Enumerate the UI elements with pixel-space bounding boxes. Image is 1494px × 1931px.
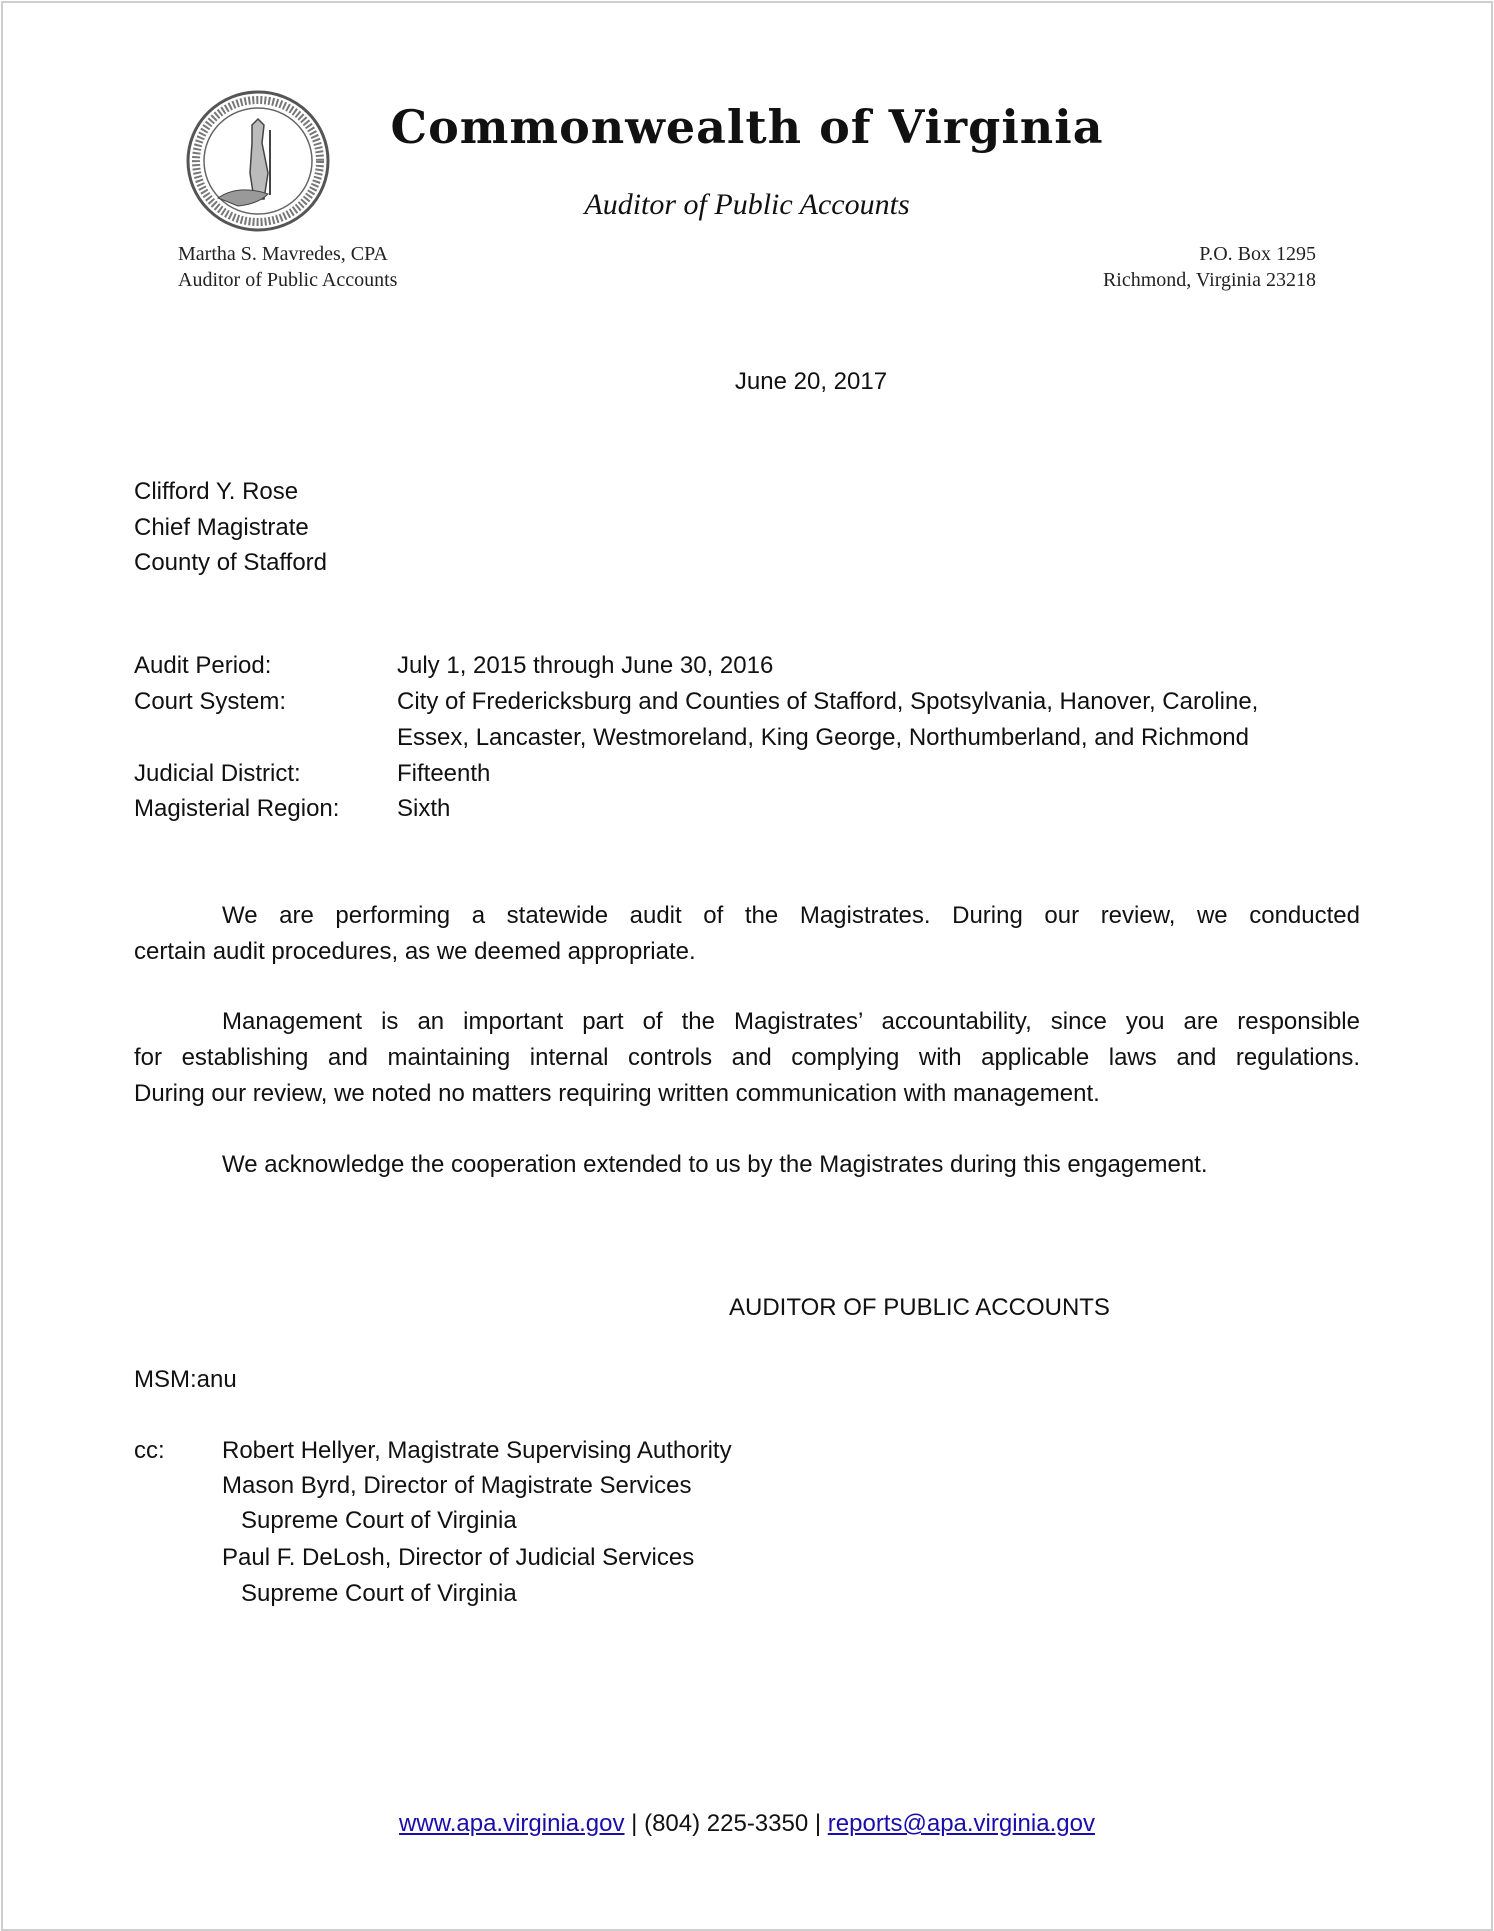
recipient-name: Clifford Y. Rose <box>134 478 299 505</box>
footer-separator: | <box>631 1810 638 1837</box>
signature-block: AUDITOR OF PUBLIC ACCOUNTS <box>729 1294 1110 1321</box>
cc-item-org: Supreme Court of Virginia <box>241 1580 517 1607</box>
sender-title: Auditor of Public Accounts <box>178 269 398 291</box>
phone-number: (804) 225-3350 <box>644 1810 809 1837</box>
paragraph-line: We acknowledge the cooperation extended to us by the Magistrates during this engagement. <box>222 1151 1208 1178</box>
audit-period-label: Audit Period: <box>134 652 272 679</box>
paragraph-line: Management is an important part of the Magistrates’ accountability, since you are responsible <box>222 1008 1360 1035</box>
cc-item: Paul F. DeLosh, Director of Judicial Services <box>222 1544 695 1571</box>
website-link[interactable]: www.apa.virginia.gov <box>399 1810 625 1837</box>
mailing-address <box>1103 241 1316 293</box>
paragraph-line: During our review, we noted no matters requiring written communication with management. <box>134 1080 1100 1107</box>
footer <box>0 1809 1494 1839</box>
po-box: P.O. Box 1295 <box>1199 243 1316 265</box>
sender-address <box>178 241 397 293</box>
paragraph-line: certain audit procedures, as we deemed appropriate. <box>134 938 696 965</box>
judicial-district-label: Judicial District: <box>134 760 301 787</box>
recipient-block <box>134 474 327 581</box>
court-system-value-line1: City of Fredericksburg and Counties of Stafford, Spotsylvania, Hanover, Caroline, <box>397 688 1259 715</box>
letter-date: June 20, 2017 <box>734 368 888 395</box>
letterhead-subtitle: Auditor of Public Accounts <box>584 188 910 221</box>
paragraph-line: We are performing a statewide audit of the Magistrates. During our review, we conducted <box>222 902 1360 929</box>
judicial-district-value: Fifteenth <box>397 760 491 787</box>
recipient-title: Chief Magistrate <box>134 513 309 541</box>
footer-separator: | <box>814 1810 822 1837</box>
paragraph-line: for establishing and maintaining internal controls and complying with applicable laws and regulations. <box>134 1044 1360 1071</box>
cc-label: cc: <box>134 1437 165 1464</box>
recipient-county: County of Stafford <box>134 549 328 577</box>
cc-item-org: Supreme Court of Virginia <box>241 1507 517 1534</box>
court-system-label: Court System: <box>134 688 287 715</box>
audit-period-value: July 1, 2015 through June 30, 2016 <box>397 652 774 679</box>
magisterial-region-label: Magisterial Region: <box>134 795 340 822</box>
cc-item: Mason Byrd, Director of Magistrate Services <box>222 1472 692 1499</box>
letterhead-title: Commonwealth of Virginia <box>390 100 1104 154</box>
sender-name: Martha S. Mavredes, CPA <box>178 243 388 265</box>
magisterial-region-value: Sixth <box>397 795 451 822</box>
court-system-value-line2: Essex, Lancaster, Westmoreland, King George, Northumberland, and Richmond <box>397 724 1249 751</box>
reference-initials: MSM:anu <box>134 1366 237 1393</box>
email-link[interactable]: reports@apa.virginia.gov <box>827 1810 1095 1837</box>
cc-item: Robert Hellyer, Magistrate Supervising Authority <box>222 1437 732 1464</box>
city-state-zip: Richmond, Virginia 23218 <box>1102 269 1316 291</box>
